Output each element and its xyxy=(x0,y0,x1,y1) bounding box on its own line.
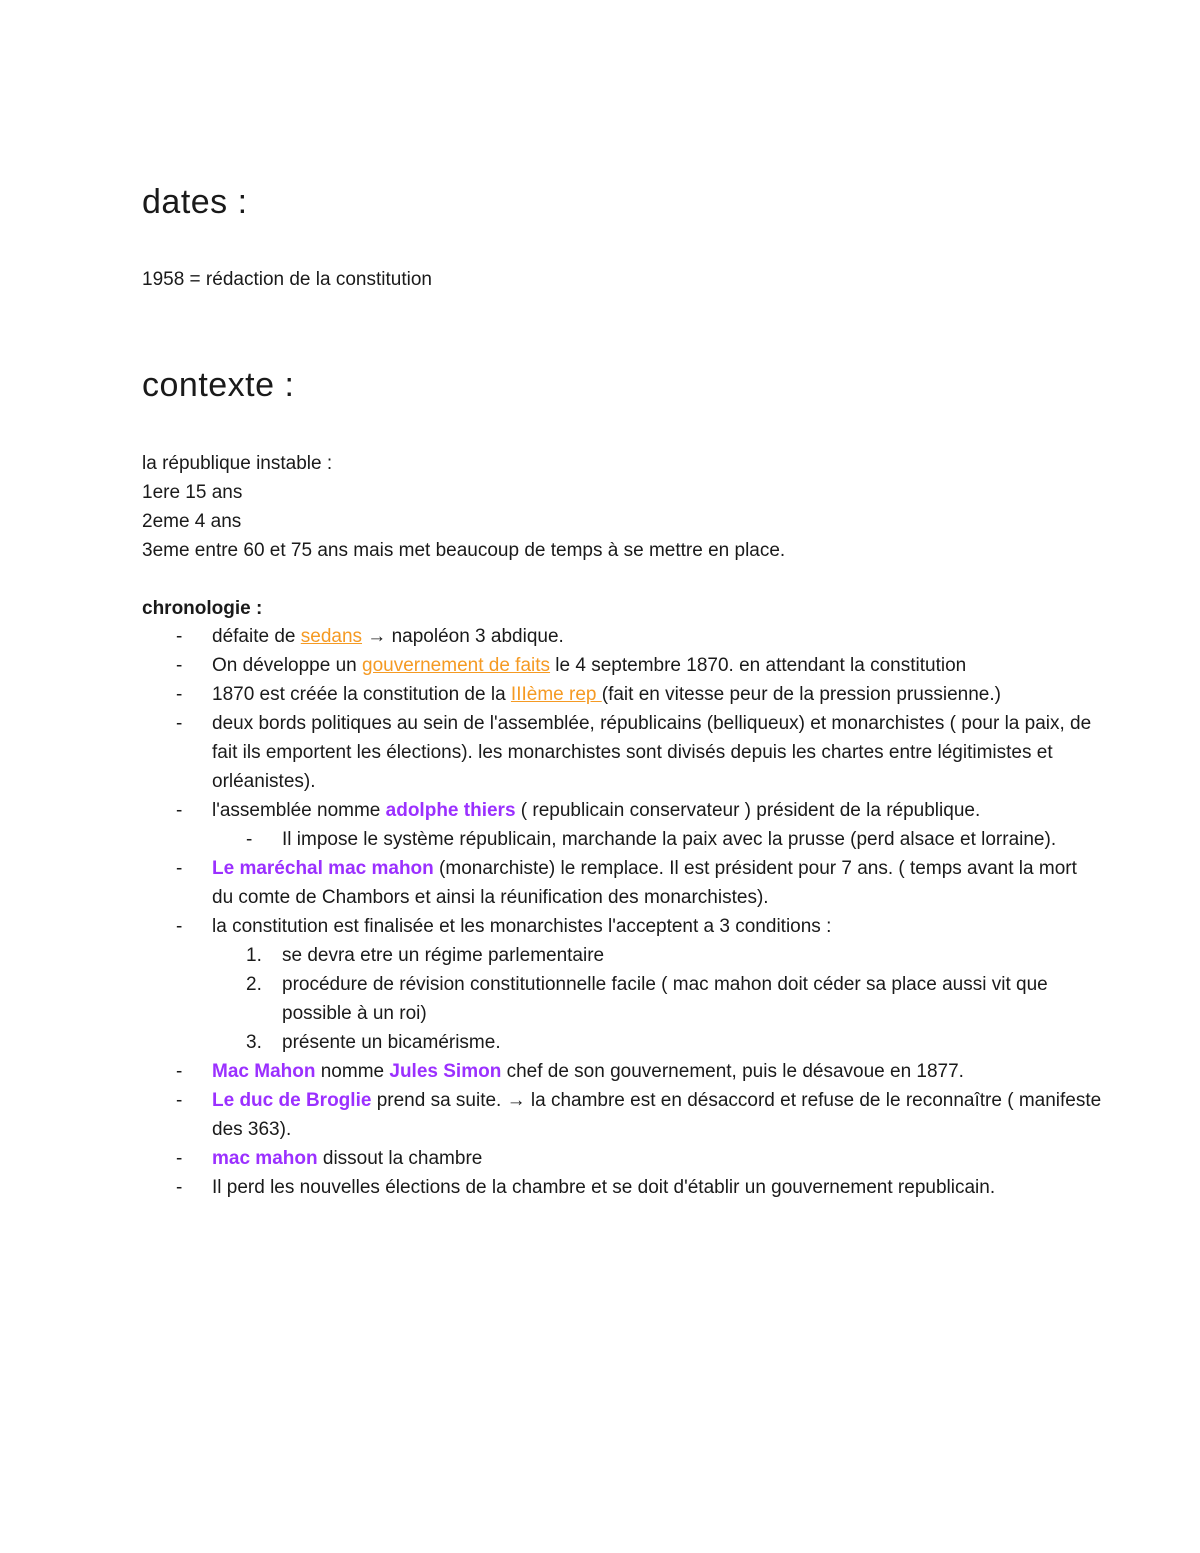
list-item: - Le maréchal mac mahon (monarchiste) le remplace. Il est président pour 7 ans. ( temps avant la mort du comte de Chambors et ainsi la réunification des monarchistes). xyxy=(142,854,1102,912)
condition-item: 1. se devra etre un régime parlementaire xyxy=(246,945,605,966)
list-item: - Le duc de Broglie prend sa suite. → la chambre est en désaccord et refuse de le reconnaître ( manifeste des 363). xyxy=(142,1086,1102,1144)
list-item: - défaite de sedans → napoléon 3 abdique. xyxy=(142,622,1102,651)
sub-list-item: - Il impose le système républicain, marchande la paix avec la prusse (perd alsace et lorraine). xyxy=(212,825,1102,854)
list-item: - Il perd les nouvelles élections de la chambre et se doit d'établir un gouvernement republicain. xyxy=(142,1173,1102,1202)
dates-heading: dates : xyxy=(142,183,248,221)
list-item: - la constitution est finalisée et les monarchistes l'acceptent a 3 conditions : 1. se devra etre un régime parlementaire 2. procédure de révision constitutionnelle facile ( mac mahon doit céder sa place aussi vit que possible à un roi) 3. présente un bicamérisme. xyxy=(142,912,1102,1057)
person-name: adolphe thiers xyxy=(385,800,516,821)
person-name: Mac Mahon xyxy=(212,1061,316,1082)
contexte-line-4: 3eme entre 60 et 75 ans mais met beaucoup de temps à se mettre en place. xyxy=(142,540,786,561)
list-item: - Mac Mahon nomme Jules Simon chef de son gouvernement, puis le désavoue en 1877. xyxy=(142,1057,1102,1086)
contexte-line-3: 2eme 4 ans xyxy=(142,511,242,532)
condition-item: 2. procédure de révision constitutionnelle facile ( mac mahon doit céder sa place aussi vit que possible à un roi) xyxy=(246,974,1048,1024)
contexte-line-2: 1ere 15 ans xyxy=(142,482,243,503)
contexte-line-1: la république instable : xyxy=(142,453,333,474)
person-name: Le maréchal mac mahon xyxy=(212,858,434,879)
chronologie-title: chronologie : xyxy=(142,598,263,619)
chronologie-list xyxy=(142,622,1102,1202)
list-item: - 1870 est créée la constitution de la IIIème rep (fait en vitesse peur de la pression prussienne.) xyxy=(142,680,1102,709)
list-item: - deux bords politiques au sein de l'assemblée, républicains (belliqueux) et monarchistes ( pour la paix, de fait ils emportent les élections). les monarchistes sont divisés depuis les chartes entre légitimistes et orléanistes). xyxy=(142,709,1102,796)
conditions-list xyxy=(212,941,1102,1057)
person-name: Le duc de Broglie xyxy=(212,1090,372,1111)
list-item: - On développe un gouvernement de faits le 4 septembre 1870. en attendant la constitution xyxy=(142,651,1102,680)
sub-list xyxy=(212,825,1102,854)
sedans-link[interactable]: sedans xyxy=(300,626,363,647)
troisieme-rep-link[interactable]: IIIème rep xyxy=(510,684,602,705)
person-name: Jules Simon xyxy=(389,1061,502,1082)
list-item: - mac mahon dissout la chambre xyxy=(142,1144,1102,1173)
gouvernement-de-faits-link[interactable]: gouvernement de faits xyxy=(362,655,551,676)
contexte-heading: contexte : xyxy=(142,366,295,404)
person-name: mac mahon xyxy=(212,1148,318,1169)
dates-line: 1958 = rédaction de la constitution xyxy=(142,269,432,290)
list-item: - l'assemblée nomme adolphe thiers ( republicain conservateur ) président de la république. - Il impose le système républicain, marchande la paix avec la prusse (perd alsace et lorraine). xyxy=(142,796,1102,854)
condition-item: 3. présente un bicamérisme. xyxy=(246,1032,501,1053)
